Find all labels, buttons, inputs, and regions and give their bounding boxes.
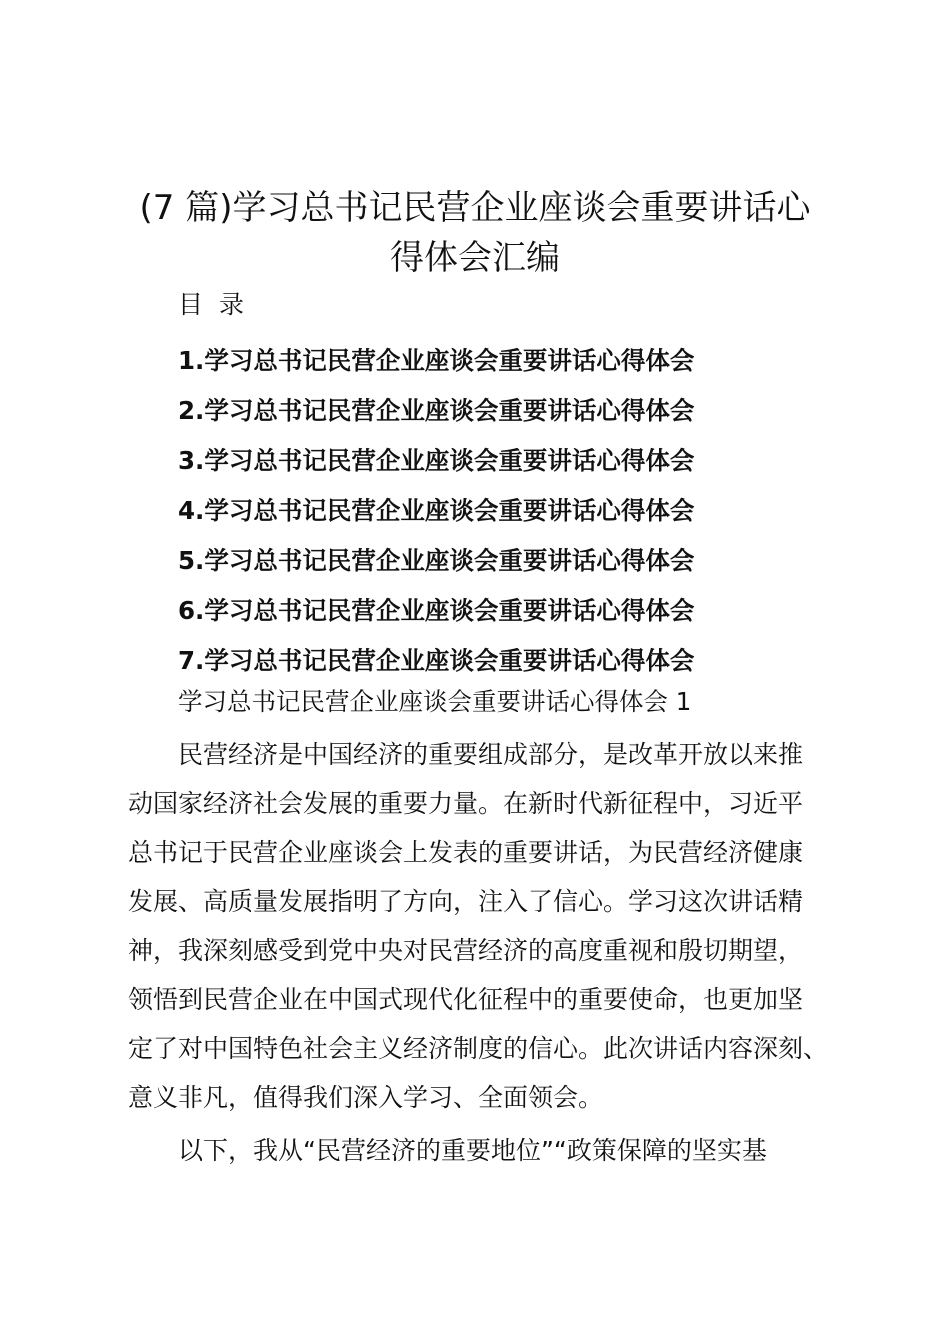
toc-item: 4.学习总书记民营企业座谈会重要讲话心得体会 bbox=[178, 496, 695, 525]
toc-item: 3.学习总书记民营企业座谈会重要讲话心得体会 bbox=[178, 446, 695, 475]
toc-item: 6.学习总书记民营企业座谈会重要讲话心得体会 bbox=[178, 596, 695, 625]
paragraph-line: 动国家经济社会发展的重要力量。在新时代新征程中，习近平 bbox=[128, 789, 804, 818]
document-title-line-1: (7 篇)学习总书记民营企业座谈会重要讲话心 bbox=[139, 188, 811, 228]
body-paragraph-1 bbox=[128, 730, 848, 1122]
document-title-line-2: 得体会汇编 bbox=[390, 238, 560, 278]
toc-item: 7.学习总书记民营企业座谈会重要讲话心得体会 bbox=[178, 646, 695, 675]
paragraph-line: 以下，我从“民营经济的重要地位”“政策保障的坚实基 bbox=[178, 1136, 767, 1165]
toc-heading: 目 录 bbox=[178, 290, 248, 319]
paragraph-line: 总书记于民营企业座谈会上发表的重要讲话，为民营经济健康 bbox=[128, 838, 804, 867]
paragraph-line: 发展、高质量发展指明了方向，注入了信心。学习这次讲话精 bbox=[128, 887, 804, 916]
table-of-contents bbox=[178, 336, 694, 686]
toc-item: 1.学习总书记民营企业座谈会重要讲话心得体会 bbox=[178, 346, 695, 375]
toc-item: 5.学习总书记民营企业座谈会重要讲话心得体会 bbox=[178, 546, 695, 575]
paragraph-line: 民营经济是中国经济的重要组成部分，是改革开放以来推 bbox=[178, 740, 804, 769]
paragraph-line: 定了对中国特色社会主义经济制度的信心。此次讲话内容深刻、 bbox=[128, 1034, 829, 1063]
paragraph-line: 领悟到民营企业在中国式现代化征程中的重要使命，也更加坚 bbox=[128, 985, 804, 1014]
section-heading: 学习总书记民营企业座谈会重要讲话心得体会 1 bbox=[178, 687, 692, 716]
paragraph-line: 神，我深刻感受到党中央对民营经济的高度重视和殷切期望， bbox=[128, 936, 804, 965]
body-paragraph-2 bbox=[128, 1126, 848, 1175]
toc-item: 2.学习总书记民营企业座谈会重要讲话心得体会 bbox=[178, 396, 695, 425]
paragraph-line: 意义非凡，值得我们深入学习、全面领会。 bbox=[128, 1083, 604, 1112]
